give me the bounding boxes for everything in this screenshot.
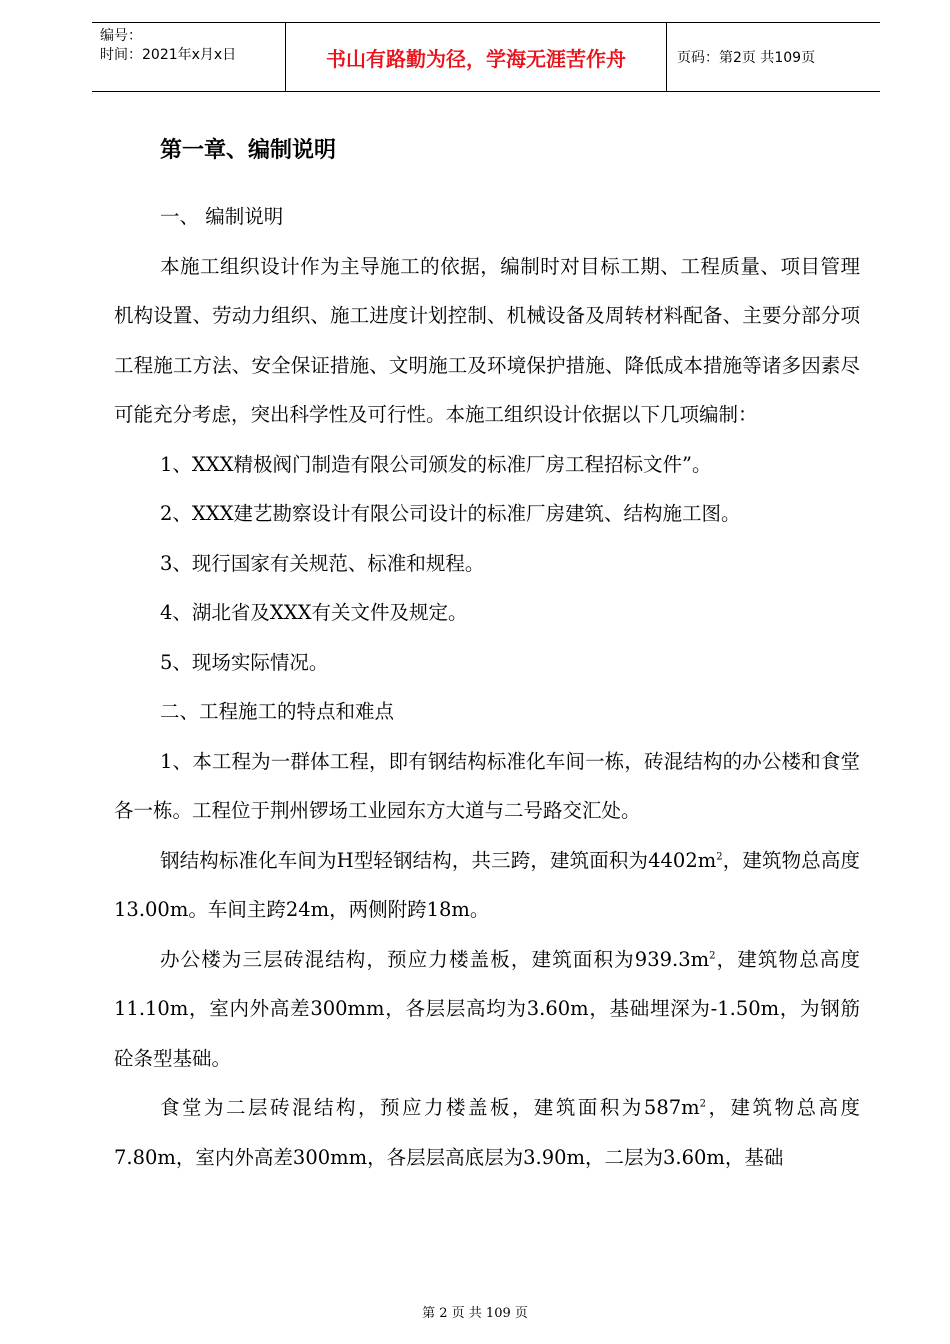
superscript: 2 <box>709 950 716 961</box>
paragraph <box>114 836 860 935</box>
paragraph-text: 办公楼为三层砖混结构，预应力楼盖板，建筑面积为939.3m <box>160 947 710 971</box>
document-body <box>114 128 860 1182</box>
time-label: 时间：2021年x月x日 <box>100 47 237 63</box>
code-label: 编号： <box>100 28 142 44</box>
page-footer: 第 2 页 共 109 页 <box>422 1306 528 1321</box>
paragraph <box>114 935 860 1084</box>
header-meta <box>100 27 236 65</box>
section-heading: 二、工程施工的特点和难点 <box>160 700 395 723</box>
paragraph-text: 食堂为二层砖混结构，预应力楼盖板，建筑面积为587m <box>160 1096 700 1119</box>
header-page-number: 页码：第2页 共109页 <box>677 50 816 66</box>
paragraph <box>114 1083 860 1182</box>
paragraph: 本施工组织设计作为主导施工的依据，编制时对目标工期、工程质量、项目管理机构设置、劳动力组织、施工进度计划控制、机械设备及周转材料配备、主要分部分项工程施工方法、安全保证措施、文明施工及环境保护措施、降低成本措施等诸多因素尽可能充分考虑，突出科学性及可行性。本施工组织设计依据以下几项编制： <box>114 254 860 426</box>
paragraph-text: ，建筑物总高度13.00m。车间主跨24m，两侧附跨18m。 <box>114 848 860 921</box>
paragraph-text: ，建筑物总高度7.80m，室内外高差300mm，各层层高底层为3.90m，二层为3.60m，基础 <box>114 1096 860 1169</box>
header-slogan: 书山有路勤为径，学海无涯苦作舟 <box>326 46 626 71</box>
paragraph: 1、本工程为一群体工程，即有钢结构标准化车间一栋，砖混结构的办公楼和食堂各一栋。工程位于荆州锣场工业园东方大道与二号路交汇处。 <box>114 749 860 822</box>
list-item: 5、现场实际情况。 <box>160 650 329 674</box>
superscript: 2 <box>716 851 723 862</box>
superscript: 2 <box>699 1098 707 1110</box>
paragraph-text: 钢结构标准化车间为H型轻钢结构，共三跨，建筑面积为4402m <box>160 848 717 872</box>
section-heading: 一、 编制说明 <box>160 205 284 228</box>
page-header <box>92 22 880 92</box>
paragraph-text: ，建筑物总高度11.10m，室内外高差300mm，各层层高均为3.60m，基础埋深为-1.50m，为钢筋砼条型基础。 <box>114 947 860 1070</box>
chapter-title: 第一章、编制说明 <box>160 137 337 163</box>
list-item: 1、XXX精极阀门制造有限公司颁发的标准厂房工程招标文件”。 <box>160 452 712 476</box>
list-item: 4、湖北省及XXX有关文件及规定。 <box>160 601 468 624</box>
list-item: 2、XXX建艺勘察设计有限公司设计的标准厂房建筑、结构施工图。 <box>160 502 741 525</box>
list-item: 3、现行国家有关规范、标准和规程。 <box>160 551 485 575</box>
header-divider <box>285 23 286 91</box>
